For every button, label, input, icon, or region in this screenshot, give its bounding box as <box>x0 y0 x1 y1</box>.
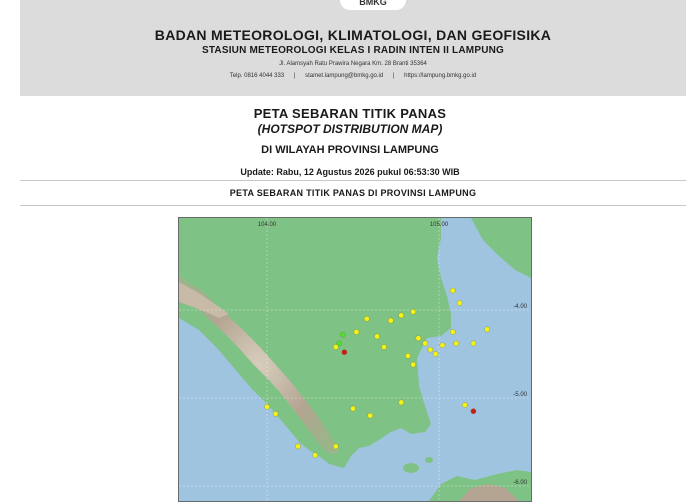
hotspot-marker-low[interactable] <box>411 362 416 367</box>
hotspot-marker-low[interactable] <box>333 444 338 449</box>
hotspot-marker-low[interactable] <box>433 351 438 356</box>
hotspot-marker-high[interactable] <box>342 350 347 355</box>
latitude-tick-label: -5.00 <box>513 392 527 398</box>
email: stamet.lampung@bmkg.go.id <box>305 73 384 79</box>
hotspot-marker-low[interactable] <box>399 313 404 318</box>
latitude-tick-label: -4.00 <box>513 304 527 310</box>
address: Jl. Alamsyah Ratu Prawira Negara Km. 28 Branti 35364 <box>279 61 427 67</box>
hotspot-marker-low[interactable] <box>471 341 476 346</box>
hotspot-marker-low[interactable] <box>440 343 445 348</box>
island <box>403 463 419 473</box>
hotspot-marker-low[interactable] <box>428 347 433 352</box>
hotspot-marker-low[interactable] <box>333 344 338 349</box>
bmkg-logo: BMKG <box>340 0 406 10</box>
hotspot-marker-low[interactable] <box>457 300 462 305</box>
phone: Telp. 0816 4044 333 <box>229 73 285 79</box>
hotspot-marker-low[interactable] <box>381 344 386 349</box>
hotspot-marker-low[interactable] <box>454 341 459 346</box>
hotspot-marker-low[interactable] <box>405 353 410 358</box>
contact-line <box>20 73 686 79</box>
hotspot-marker-low[interactable] <box>295 444 300 449</box>
region-title: DI WILAYAH PROVINSI LAMPUNG <box>261 144 439 156</box>
hotspot-marker-low[interactable] <box>364 316 369 321</box>
island <box>425 457 433 463</box>
hotspot-marker-low[interactable] <box>264 404 269 409</box>
hotspot-marker-low[interactable] <box>354 329 359 334</box>
hotspot-marker-low[interactable] <box>416 336 421 341</box>
website-link[interactable]: https://lampung.bmkg.go.id <box>404 73 477 79</box>
map-title-english: (HOTSPOT DISTRIBUTION MAP) <box>257 122 443 136</box>
hotspot-marker-medium[interactable] <box>340 332 345 337</box>
hotspot-marker-low[interactable] <box>313 453 318 458</box>
update-timestamp: Update: Rabu, 12 Agustus 2026 pukul 06:53:30 WIB <box>240 167 460 177</box>
hotspot-marker-low[interactable] <box>423 341 428 346</box>
hotspot-map[interactable] <box>178 217 532 502</box>
separator: | <box>392 73 395 79</box>
latitude-tick-label: -6.00 <box>513 480 527 486</box>
hotspot-marker-low[interactable] <box>273 411 278 416</box>
hotspot-marker-low[interactable] <box>411 309 416 314</box>
hotspot-marker-low[interactable] <box>399 400 404 405</box>
longitude-tick-label: 104.00 <box>257 222 277 228</box>
hotspot-marker-high[interactable] <box>471 409 476 414</box>
hotspot-marker-low[interactable] <box>450 329 455 334</box>
organization-name: BADAN METEOROLOGI, KLIMATOLOGI, DAN GEOFISIKA <box>154 27 552 43</box>
map-subheading: PETA SEBARAN TITIK PANAS DI PROVINSI LAMPUNG <box>20 180 686 206</box>
station-name: STASIUN METEOROLOGI KELAS I RADIN INTEN II LAMPUNG <box>201 45 505 56</box>
separator: | <box>293 73 296 79</box>
hotspot-marker-low[interactable] <box>350 406 355 411</box>
hotspot-marker-low[interactable] <box>450 288 455 293</box>
hotspot-marker-low[interactable] <box>375 334 380 339</box>
hotspot-marker-low[interactable] <box>462 402 467 407</box>
letterhead <box>20 0 686 96</box>
longitude-tick-label: 105.00 <box>429 222 449 228</box>
map-canvas <box>179 218 531 501</box>
map-title: PETA SEBARAN TITIK PANAS <box>253 106 447 121</box>
hotspot-marker-low[interactable] <box>368 413 373 418</box>
hotspot-marker-low[interactable] <box>485 327 490 332</box>
hotspot-marker-low[interactable] <box>388 318 393 323</box>
